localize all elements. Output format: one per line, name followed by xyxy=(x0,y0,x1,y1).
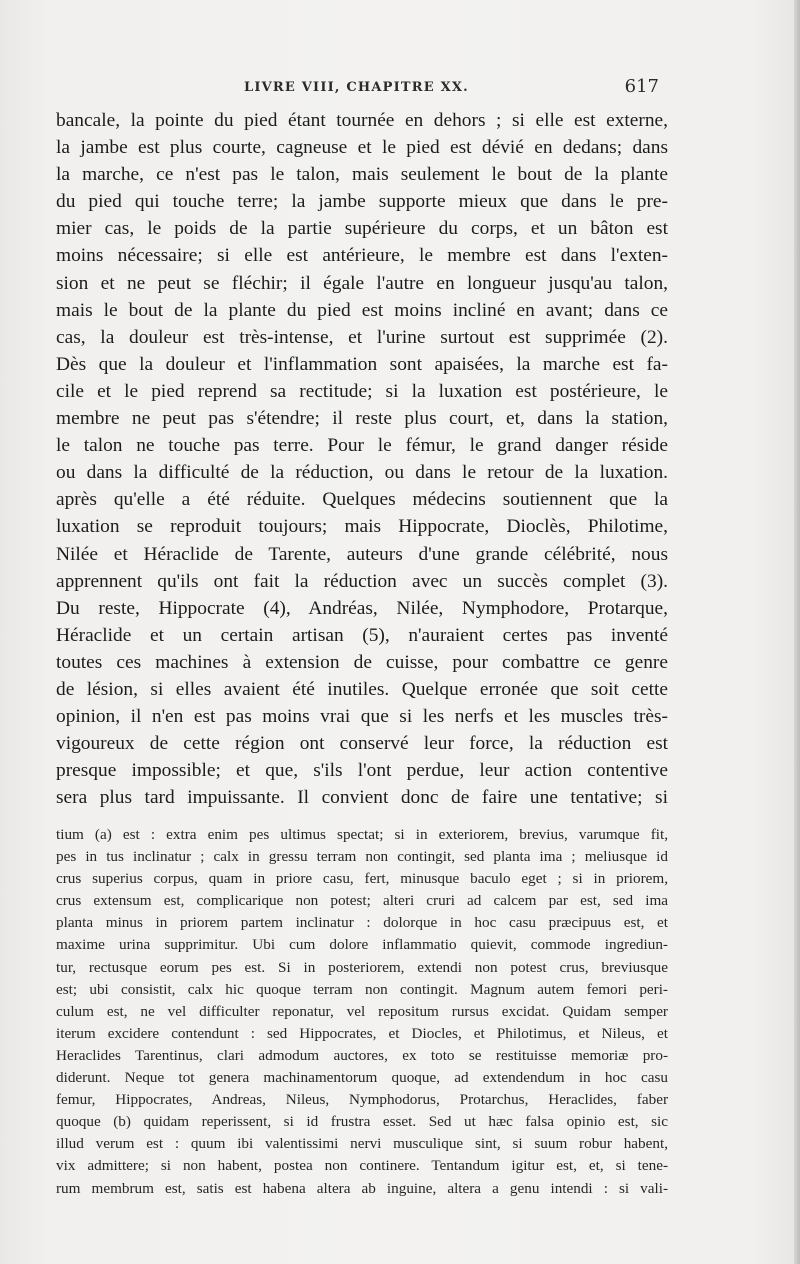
text-line: presque impossible; et que, s'ils l'ont perdue, leur action contentive xyxy=(56,760,668,782)
note-line: maxime urina supprimitur. Ubi cum dolore inflammatio quievit, commode ingrediun- xyxy=(56,936,668,954)
note-line: tium (a) est : extra enim pes ultimus spectat; si in exteriorem, brevius, varumque fit, xyxy=(56,826,668,843)
note-line: femur, Hippocrates, Andreas, Nileus, Nymphodorus, Protarchus, Heraclides, faber xyxy=(56,1091,668,1109)
text-line: opinion, il n'en est pas moins vrai que si les nerfs et les muscles très- xyxy=(56,706,668,728)
text-line: le talon ne touche pas terre. Pour le fémur, le grand danger réside xyxy=(56,435,668,457)
note-line: crus extensum est, complicarique non potest; alteri cruri ad calcem par est, sed ima xyxy=(56,892,668,910)
text-line: vigoureux de cette région ont conservé leur force, la réduction est xyxy=(56,733,668,755)
text-line: bancale, la pointe du pied étant tournée en dehors ; si elle est externe, xyxy=(56,110,668,131)
note-line: tur, rectusque eorum pes est. Si in posteriorem, extendi non potest crus, breviusque xyxy=(56,958,668,976)
note-line: illud verum est : quum ibi valentissimi nervi musculique sint, si suum robur habent, xyxy=(56,1135,668,1153)
text-line: la marche, ce n'est pas le talon, mais seulement le bout de la plante xyxy=(56,164,668,186)
note-line: pes in tus inclinatur ; calx in gressu terram non contingit, sed planta ima ; meliusque id xyxy=(56,848,668,866)
text-line: après qu'elle a été réduite. Quelques médecins soutiennent que la xyxy=(56,489,668,511)
note-line: vix admittere; si non habent, postea non continere. Tentandum igitur est, et, si tene- xyxy=(56,1157,668,1175)
text-line: mier cas, le poids de la partie supérieure du corps, et un bâton est xyxy=(56,218,668,240)
note-line: quoque (b) quidam reperissent, si id frustra esset. Sed ut hæc falsa opinio est, sic xyxy=(56,1113,668,1131)
text-line: Nilée et Héraclide de Tarente, auteurs d'une grande célébrité, nous xyxy=(56,543,668,565)
note-line: diderunt. Neque tot genera machinamentorum quoque, ad extendendum in hoc casu xyxy=(56,1069,668,1087)
text-line: luxation se reproduit toujours; mais Hippocrate, Dioclès, Philotime, xyxy=(56,516,668,538)
text-line: Héraclide et un certain artisan (5), n'auraient certes pas inventé xyxy=(56,624,668,646)
latin-notes xyxy=(56,824,668,1200)
text-line: sion et ne peut se fléchir; il égale l'autre en longueur jusqu'au talon, xyxy=(56,272,668,294)
text-line: sera plus tard impuissante. Il convient donc de faire une tentative; si xyxy=(56,787,668,809)
text-line: cile et le pied reprend sa rectitude; si la luxation est postérieure, le xyxy=(56,380,668,402)
text-line: toutes ces machines à extension de cuisse, pour combattre ce genre xyxy=(56,651,668,673)
text-line: du pied qui touche terre; la jambe supporte mieux que dans le pre- xyxy=(56,191,668,213)
page-number: 617 xyxy=(624,76,659,97)
text-line: apprennent qu'ils ont fait la réduction avec un succès complet (3). xyxy=(56,570,668,592)
text-line: membre ne peut pas s'étendre; il reste plus court, et, dans la station, xyxy=(56,408,668,430)
text-line: moins nécessaire; si elle est antérieure, le membre est dans l'exten- xyxy=(56,245,668,267)
text-line: Du reste, Hippocrate (4), Andréas, Nilée, Nymphodore, Protarque, xyxy=(56,597,668,619)
text-line: Dès que la douleur et l'inflammation sont apaisées, la marche est fa- xyxy=(56,353,668,375)
note-line: crus superius corpus, quam in priore casu, fert, minusque baculo eget ; si in priorem, xyxy=(56,870,668,888)
note-line: rum membrum est, satis est habena altera ab inguine, altera a genu intendi : si vali- xyxy=(56,1179,668,1197)
text-line: cas, la douleur est très-intense, et l'urine surtout est supprimée (2). xyxy=(56,326,668,348)
note-line: Heraclides Tarentinus, clari admodum auctores, ex toto se restituisse memoriæ pro- xyxy=(56,1046,668,1064)
note-line: est; ubi consistit, calx hic quoque terram non contingit. Magnum autem femori peri- xyxy=(56,980,668,998)
page-header xyxy=(56,76,663,100)
text-line: la jambe est plus courte, cagneuse et le pied est dévié en dedans; dans xyxy=(56,137,668,159)
note-line: planta minus in priorem partem inclinatur : dolorque in hoc casu præcipuus est, et xyxy=(56,914,668,932)
note-line: iterum excidere contendunt : sed Hippocrates, et Diocles, et Philotimus, et Nileus, et xyxy=(56,1024,668,1042)
text-line: ou dans la difficulté de la réduction, ou dans le retour de la luxation. xyxy=(56,462,668,484)
text-line: mais le bout de la plante du pied est moins incliné en avant; dans ce xyxy=(56,299,668,321)
running-title: LIVRE VIII, CHAPITRE XX. xyxy=(244,80,469,95)
main-text xyxy=(56,107,668,811)
page-edge-shadow xyxy=(794,0,800,1264)
note-line: culum est, ne vel difficulter reponatur, vel repositum rursus excidat. Quidam semper xyxy=(56,1002,668,1020)
text-line: de lésion, si elles avaient été inutiles. Quelque erronée que soit cette xyxy=(56,678,668,700)
